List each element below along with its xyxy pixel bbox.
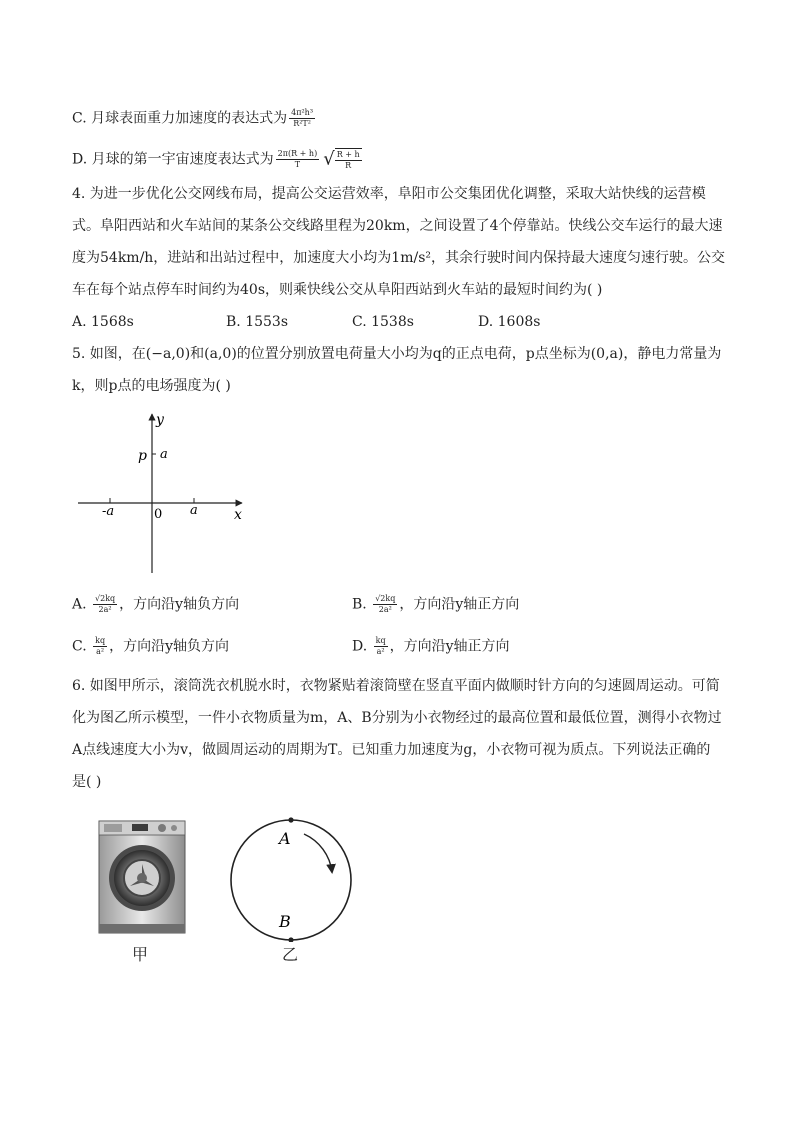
q6-line-3: A点线速度大小为v，做圆周运动的周期为T。已知重力加速度为g，小衣物可视为质点。下列说法正确的 xyxy=(72,742,711,758)
label-a: A xyxy=(279,829,291,848)
q4-option-d: D. 1608s xyxy=(478,314,541,330)
x-axis-label: x xyxy=(234,507,242,523)
q3-option-d xyxy=(72,148,362,171)
q5-option-d: D. $\frac{kq}{\text{a²}}$ ，方向沿y轴正方向 xyxy=(352,636,510,656)
origin-label: 0 xyxy=(154,507,163,522)
q4-line-4: 车在每个站点停车时间约为40s，则乘快线公交从阜阳西站到火车站的最短时间约为( ) xyxy=(72,282,603,298)
q3-option-c-fraction: $\frac{\text{4π²h³}}{\text{R²T²}}$ xyxy=(291,108,314,128)
fig-jia-caption: 甲 xyxy=(132,945,149,964)
q5-line-2: k，则p点的电场强度为( ) xyxy=(72,378,231,394)
q4-option-a: A. 1568s xyxy=(72,314,134,330)
q6-line-4: 是( ) xyxy=(72,774,102,790)
pos-a-label: a xyxy=(190,503,198,518)
neg-a-label: -a xyxy=(102,504,115,519)
fig-yi-caption: 乙 xyxy=(282,945,299,964)
q3-option-d-sqrt: √ $\frac{R + h}{R}$ xyxy=(323,148,360,170)
q6-line-1: 6. 如图甲所示，滚筒洗衣机脱水时，衣物紧贴着滚筒壁在竖直平面内做顺时针方向的匀速圆周运动。可简 xyxy=(72,678,720,694)
q5-line-1: 5. 如图，在(−a,0)和(a,0)的位置分别放置电荷量大小均为q的正点电荷，p点坐标为(0,a)，静电力常量为 xyxy=(72,346,722,362)
q5-option-b: B. $\frac{√2kq}{\text{2a²}}$ ，方向沿y轴正方向 xyxy=(352,594,520,614)
q4-line-1: 4. 为进一步优化公交网线布局，提高公交运营效率，阜阳市公交集团优化调整，采取大站快线的运营模 xyxy=(72,186,706,202)
q3-option-c-text: C. 月球表面重力加速度的表达式为 xyxy=(72,110,288,127)
q6-line-2: 化为图乙所示模型，一件小衣物质量为m，A、B分别为小衣物经过的最高位置和最低位置，测得小衣物过 xyxy=(72,710,722,726)
point-a xyxy=(288,817,293,822)
q4-line-3: 度为54km/h，进站和出站过程中，加速度大小均为1m/s²，其余行驶时间内保持最大速度匀速行驶。公交 xyxy=(72,250,726,266)
q3-option-d-fraction: $\frac{2\pi(R + h)}{T}$ xyxy=(277,149,318,169)
q3-option-d-text: D. 月球的第一宇宙速度表达式为 xyxy=(72,151,274,168)
y-axis-label: y xyxy=(156,412,164,428)
p-a-label: a xyxy=(160,447,168,462)
q5-coordinate-figure xyxy=(70,408,260,578)
clockwise-arrow-icon xyxy=(304,834,332,872)
q5-option-c: C. $\frac{kq}{\text{a²}}$ ，方向沿y轴负方向 xyxy=(72,636,230,656)
p-label: p xyxy=(138,448,147,464)
motion-circle xyxy=(231,820,351,940)
circular-motion-figure xyxy=(226,812,356,942)
q4-option-c: C. 1538s xyxy=(352,314,414,330)
q3-option-c xyxy=(72,108,317,129)
q4-line-2: 式。阜阳西站和火车站间的某条公交线路里程为20km，之间设置了4个停靠站。快线公交车运行的最大速 xyxy=(72,218,723,234)
washing-machine-figure xyxy=(98,820,186,934)
label-b: B xyxy=(279,912,291,931)
q5-option-a: A. $\frac{√2kq}{\text{2a²}}$ ，方向沿y轴负方向 xyxy=(72,594,240,614)
q4-option-b: B. 1553s xyxy=(226,314,289,330)
